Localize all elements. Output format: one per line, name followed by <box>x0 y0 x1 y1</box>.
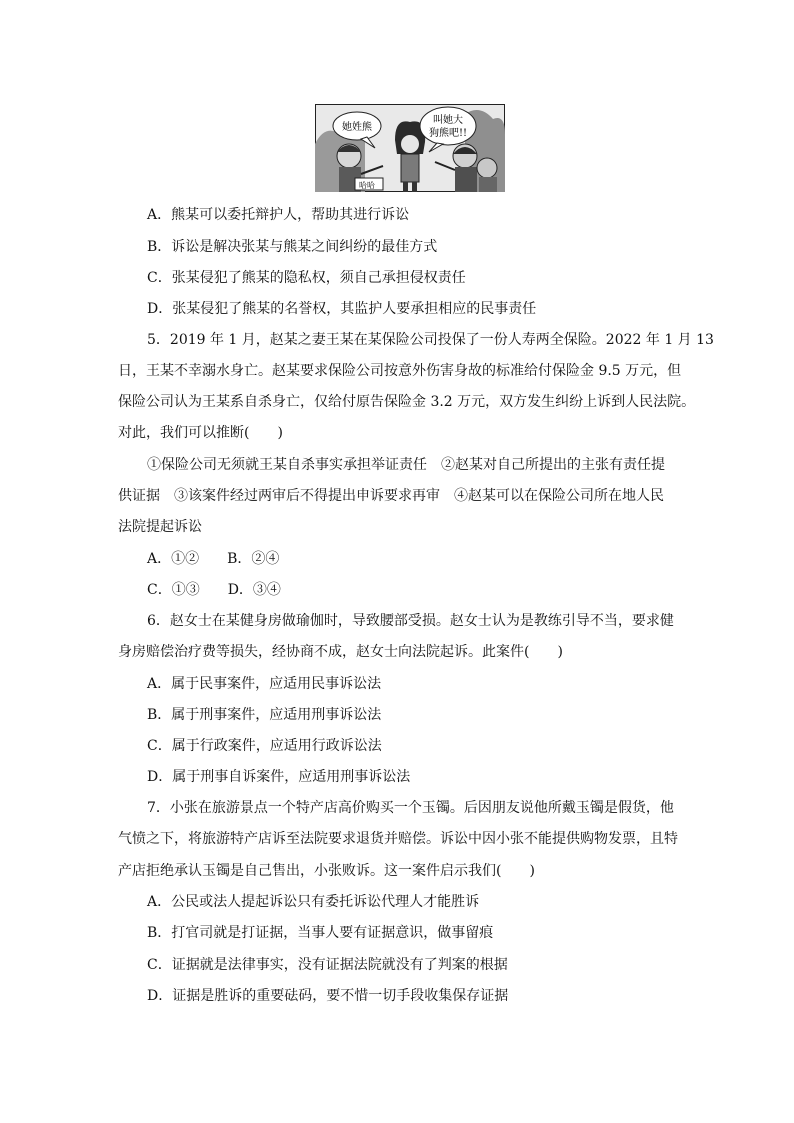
q4-option-d: D．张某侵犯了熊某的名誉权，其监护人要承担相应的民事责任 <box>147 301 537 317</box>
q6-stem-line1: 6．赵女士在某健身房做瑜伽时，导致腰部受损。赵女士认为是教练引导不当，要求健 <box>147 613 674 629</box>
q7-stem-line1: 7．小张在旅游景点一个特产店高价购买一个玉镯。后因朋友说他所戴玉镯是假货，他 <box>147 800 674 816</box>
q5-stem-line3: 保险公司认为王某系自杀身亡，仅给付原告保险金 3.2 万元，双方发生纠纷上诉到人民法院。 <box>118 394 696 410</box>
q5-statements-line2: 供证据 ③该案件经过两审后不得提出申诉要求再审 ④赵某可以在保险公司所在地人民 <box>118 488 664 504</box>
q4-option-c: C．张某侵犯了熊某的隐私权，须自己承担侵权责任 <box>147 270 466 286</box>
q5-options-row2: C．①③ D．③④ <box>147 582 281 598</box>
boy-far-right-head <box>477 158 497 178</box>
q5-stem-line4: 对此，我们可以推断( ) <box>118 425 283 441</box>
bubble-left-text: 她姓熊 <box>342 122 372 133</box>
speech-bubble-right <box>420 107 476 145</box>
bubble-right-text-line1: 叫她大 <box>433 115 463 126</box>
q6-option-c: C．属于行政案件，应适用行政诉讼法 <box>147 738 382 754</box>
bubble-right-text-line2: 狗熊吧!! <box>429 128 468 139</box>
q7-option-b: B．打官司就是打证据，当事人要有证据意识，做事留痕 <box>147 925 494 941</box>
q6-stem-line2: 身房赔偿治疗费等损失，经协商不成，赵女士向法院起诉。此案件( ) <box>118 644 563 660</box>
q7-stem-line2: 气愤之下，将旅游特产店诉至法院要求退货并赔偿。诉讼中因小张不能提供购物发票，且特 <box>118 831 678 847</box>
q7-option-d: D．证据是胜诉的重要砝码，要不惜一切手段收集保存证据 <box>147 988 509 1004</box>
q6-option-d: D．属于刑事自诉案件，应适用刑事诉讼法 <box>147 769 411 785</box>
q7-stem-line3: 产店拒绝承认玉镯是自己售出，小张败诉。这一案件启示我们( ) <box>118 863 535 879</box>
q5-stem-line2: 日，王某不幸溺水身亡。赵某要求保险公司按意外伤害身故的标准给付保险金 9.5 万元，但 <box>118 363 682 379</box>
q5-statements-line1: ①保险公司无须就王某自杀事实承担举证责任 ②赵某对自己所提出的主张有责任提 <box>147 457 665 473</box>
q4-option-b: B．诉讼是解决张某与熊某之间纠纷的最佳方式 <box>147 239 438 255</box>
q5-statements-line3: 法院提起诉讼 <box>118 519 202 535</box>
q7-option-c: C．证据就是法律事实，没有证据法院就没有了判案的根据 <box>147 957 508 973</box>
q5-options-row1: A．①② B．②④ <box>147 551 280 567</box>
q6-option-a: A．属于民事案件，应适用民事诉讼法 <box>147 676 382 692</box>
q4-option-a: A．熊某可以委托辩护人，帮助其进行诉讼 <box>147 207 410 223</box>
boy-right-body <box>455 167 477 192</box>
girl-body <box>401 154 419 182</box>
q7-option-a: A．公民或法人提起诉讼只有委托诉讼代理人才能胜诉 <box>147 894 480 910</box>
q6-option-b: B．属于刑事案件，应适用刑事诉讼法 <box>147 707 382 723</box>
laugh-caption: 哈哈 <box>359 181 375 190</box>
cartoon-illustration <box>315 104 505 192</box>
q5-stem-line1: 5．2019 年 1 月，赵某之妻王某在某保险公司投保了一份人寿两全保险。2022 年 1 月 13 <box>147 332 714 348</box>
